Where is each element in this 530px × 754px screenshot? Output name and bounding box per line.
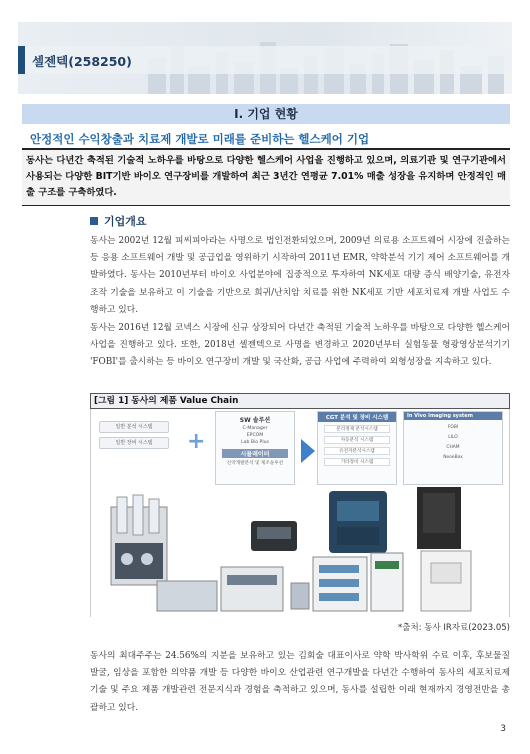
square-bullet-icon (90, 217, 98, 225)
simulator-label: 시뮬레이터 (222, 449, 288, 458)
overview-paragraph-3: 동사의 최대주주는 24.56%의 지분을 보유하고 있는 김회술 대표이사로 약학 박사학위 수료 이후, 후보물질 발굴, 임상을 포함한 의약품 개발 등 다양한 바이오 산업관련 연구개발을 다년간 수행하여 동사의 세포치료제 기술 및 주요 제품 개발관련 전문지식과 경험을 축적하고 있으며, 동사를 설립한 이래 현재까지 경영전반을 총괄하고 있다. (90, 651, 510, 713)
figure-caption: [그림 1] 동사의 제품 Value Chain (90, 393, 510, 409)
left-item: 일반 장비 시스템 (99, 437, 169, 449)
cgt-item: 자동분석 시스템 (324, 436, 390, 444)
bioreactor-equipment (111, 495, 167, 585)
headline: 안정적인 수익창출과 치료제 개발로 미래를 준비하는 헬스케어 기업 (30, 132, 370, 146)
section-title: I. 기업 현황 (22, 104, 510, 124)
figure-source: *출처: 동사 IR자료(2023.05) (398, 623, 510, 633)
overview-paragraph-1: 동사는 2002년 12월 피씨피아라는 사명으로 법인전환되었으며, 2009년 의료용 소프트웨어 시장에 진출하는 등 응용 소프트웨어 개발 및 공급업을 영위하기 시작하여 2011년 EMR, 약학분석 기기 제어 소프트웨어를 개발하였다. 동사는 2010년부터 바이오 사업분야에 집중적으로 투자하여 NK세포 대량 증식 배양기술, 유전자 조작 기술을 보유하고 이 기술을 기반으로 희귀/난치암 치료를 위한 NK세포 기반 세포치료제 개발 사업도 수행하고 있다. (90, 236, 510, 315)
left-systems (99, 421, 169, 453)
ivis-title: In Vivo Imaging system (404, 412, 502, 420)
chromatography-system (329, 491, 387, 553)
left-item: 일반 분석 시스템 (99, 421, 169, 433)
imaging-device (251, 521, 297, 551)
company-title: 셀젠텍(258250) (32, 54, 132, 69)
value-chain-figure (90, 409, 510, 617)
summary-box: 동사는 다년간 축적된 기술적 노하우를 바탕으로 다양한 헬스케어 사업을 진행하고 있으며, 의료기관 및 연구기관에서 사용되는 다양한 BIT기반 바이오 연구장비를 개발하여 최근 3년간 연평균 7.01% 매출 성장을 유지하며 안정적인 매출 구조를 구축하였다. (22, 148, 510, 206)
sw-note: 신약개발분석 및 제조솔루션 (226, 461, 284, 466)
ivis-item: LILO (448, 435, 458, 440)
ivis-item: NeoeBox (443, 455, 463, 460)
cgt-item: 분리정제 분석시스템 (324, 425, 390, 433)
in-vivo-imaging-box (403, 411, 503, 485)
analyzer-instruments (157, 553, 403, 611)
ivis-item: FOBI (447, 425, 459, 430)
overview-heading (90, 213, 147, 229)
plus-icon: + (187, 429, 206, 454)
cgt-system-box (317, 411, 397, 485)
overview-paragraph-2: 동사는 2016년 12월 코넥스 시장에 신규 상장되어 다년간 축적된 기술적 노하우를 바탕으로 다양한 헬스케어 사업을 진행하고 있다. 또한, 2018년 셀젠텍으로 사명을 변경하고 2020년부터 실험동물 형광영상분석기기 'FOBI'를 출시하는 등 바이오 연구장비 개발 및 국산화, 공급 사업에 주력하여 외형성장을 지속하고 있다. (90, 323, 510, 368)
header-banner (18, 22, 512, 94)
sw-title: SW 솔루션 (239, 417, 271, 424)
overview-heading-text: 기업개요 (104, 215, 147, 228)
sw-item: C-Manager (242, 426, 268, 431)
arrow-right-icon (301, 439, 315, 463)
incubator-device (417, 487, 471, 611)
ivis-item: CHAM (446, 445, 460, 450)
cgt-item: 유전자분석시스템 (324, 447, 390, 455)
cgt-item: 기타장비 시스템 (324, 458, 390, 466)
sw-solution-box (215, 411, 295, 485)
sw-item: EPCOM (246, 433, 264, 438)
page-number: 3 (500, 724, 506, 734)
equipment-photos (91, 487, 511, 615)
sw-item: Lab Bio Plus (241, 440, 269, 445)
cgt-title: CGT 분석 및 장비 시스템 (318, 412, 396, 422)
